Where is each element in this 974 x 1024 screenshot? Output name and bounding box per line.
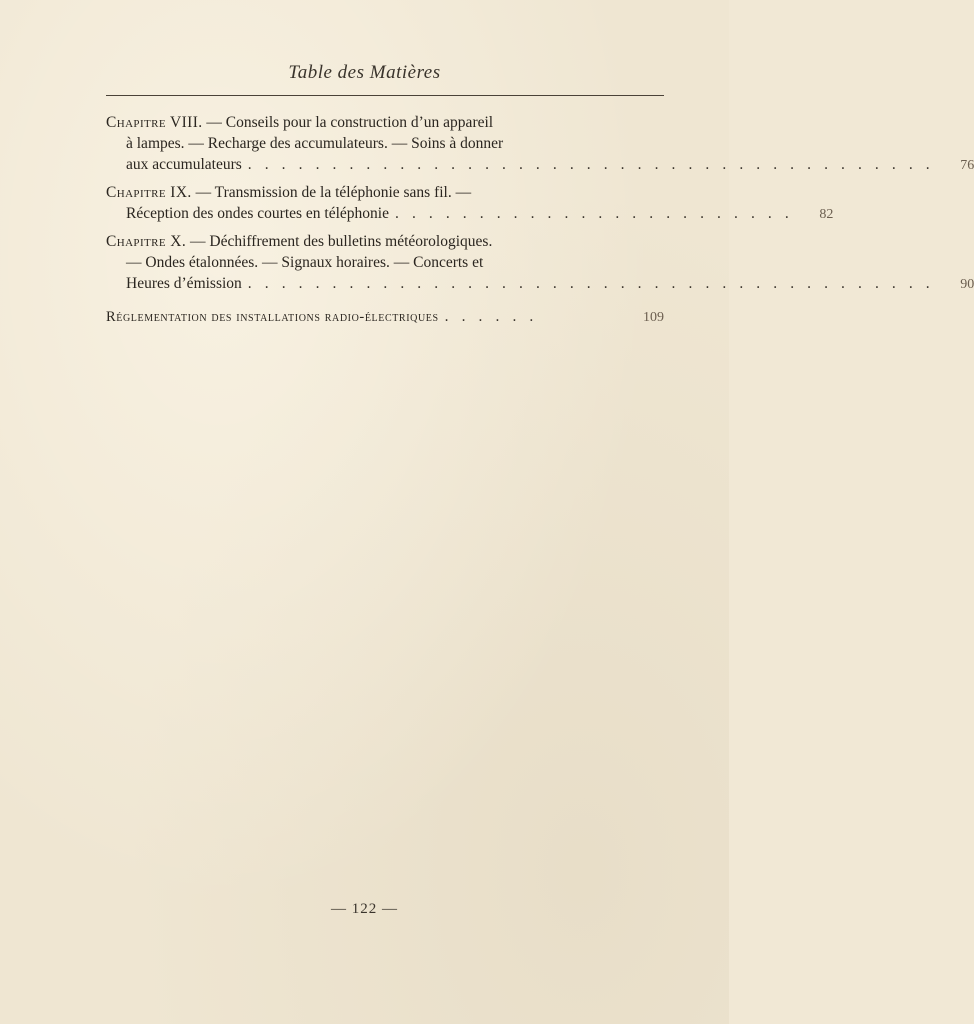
header-rule: [106, 95, 664, 96]
chapter-title-text: aux accumulateurs: [126, 156, 242, 173]
dot-leader: . . . . . . . . . . . . . . . . . . . . . . . .: [395, 205, 794, 222]
chapter-title-text: — Ondes étalonnées. — Signaux horaires. — Concerts et: [126, 254, 484, 271]
dot-leader: . . . . . .: [444, 308, 538, 325]
chapter-title-text: — Déchiffrement des bulletins météorologiques.: [186, 233, 493, 250]
toc-line-with-page: [106, 203, 834, 224]
toc-line: [106, 252, 664, 273]
toc-entry-reglementation: [106, 306, 664, 327]
chapter-title-text: — Conseils pour la construction d’un appareil: [202, 114, 494, 131]
toc-entry-chapter-8: [106, 112, 974, 175]
toc-line-with-page: [106, 306, 664, 327]
page-number: — 122 —: [331, 901, 398, 917]
toc-line-with-page: [106, 273, 974, 294]
toc-line: [106, 231, 664, 252]
table-of-contents: [106, 112, 974, 334]
toc-line: [106, 112, 664, 133]
chapter-label: Chapitre X.: [106, 233, 187, 250]
page-reference: 82: [819, 207, 834, 222]
toc-entry-chapter-10: [106, 231, 974, 294]
page-reference: 109: [643, 310, 664, 325]
page-reference: 90: [960, 277, 974, 292]
page-reference: 76: [960, 158, 974, 173]
section-title-text: Réglementation des installations radio-électriques: [106, 309, 439, 325]
chapter-label: Chapitre VIII.: [106, 114, 203, 131]
chapter-title-text: Réception des ondes courtes en téléphonie: [126, 205, 389, 222]
dot-leader: . . . . . . . . . . . . . . . . . . . . . . . . . . . . . . . . . . . . . . . . .: [247, 275, 935, 292]
toc-line-with-page: [106, 154, 974, 175]
toc-line: [106, 133, 664, 154]
toc-line: [106, 182, 664, 203]
chapter-title-text: Heures d’émission: [126, 275, 242, 292]
chapter-title-text: à lampes. — Recharge des accumulateurs. — Soins à donner: [126, 135, 504, 152]
toc-entry-chapter-9: [106, 182, 834, 224]
chapter-label: Chapitre IX.: [106, 184, 192, 201]
dot-leader: . . . . . . . . . . . . . . . . . . . . . . . . . . . . . . . . . . . . . . . . .: [247, 156, 935, 173]
chapter-title-text: — Transmission de la téléphonie sans fil. —: [191, 184, 472, 201]
page-header-title: Table des Matières: [288, 62, 441, 83]
